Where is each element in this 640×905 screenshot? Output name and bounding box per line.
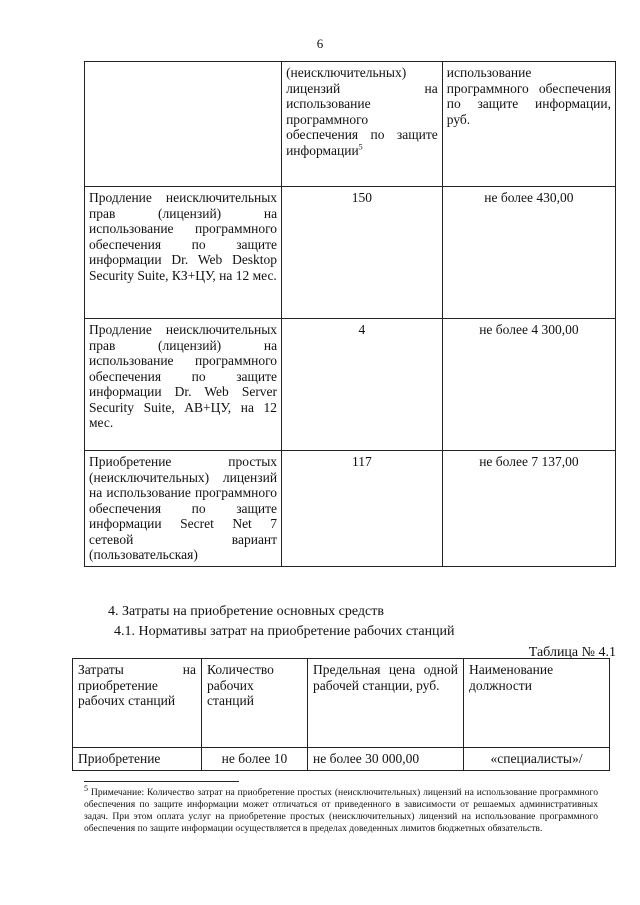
header-costs: Затраты на приобретение рабочих станций xyxy=(73,659,202,748)
row-name: Приобретение простых (неисключительных) лицензий на использование программного обеспечения по защите информации Secret Net 7 сетевой вариант (пользовательская) xyxy=(85,451,282,567)
row-quantity: 4 xyxy=(282,319,443,451)
row-quantity: 150 xyxy=(282,187,443,319)
row-quantity: 117 xyxy=(282,451,443,567)
footnote-separator xyxy=(84,781,239,782)
workstation-costs-table xyxy=(72,658,610,771)
header-quantity-text: (неисключительных) лицензий на использование программного обеспечения по защите информации xyxy=(286,65,438,158)
table-header-row xyxy=(85,62,616,187)
section-4-heading: 4. Затраты на приобретение основных средств xyxy=(108,604,384,619)
row-count: не более 10 xyxy=(202,748,308,771)
row-price: не более 7 137,00 xyxy=(442,451,615,567)
table-row xyxy=(85,451,616,567)
header-cell-quantity xyxy=(282,62,443,187)
row-name: Продление неисключительных прав (лицензий) на использование программного обеспечения по защите информации Dr. Web Desktop Security Suite, КЗ+ЦУ, на 12 мес. xyxy=(85,187,282,319)
table-row xyxy=(73,748,610,771)
footnote-mark: 5 xyxy=(84,783,88,793)
row-price: не более 430,00 xyxy=(442,187,615,319)
table-number: Таблица № 4.1 xyxy=(528,645,616,660)
header-cell-empty xyxy=(85,62,282,187)
table-header-row xyxy=(73,659,610,748)
header-count: Количество рабочих станций xyxy=(202,659,308,748)
row-position: «специалисты»/ xyxy=(464,748,610,771)
header-position: Наименование должности xyxy=(464,659,610,748)
row-name: Продление неисключительных прав (лицензий) на использование программного обеспечения по защите информации Dr. Web Server Security Suite, АВ+ЦУ, на 12 мес. xyxy=(85,319,282,451)
section-4-1-heading: 4.1. Нормативы затрат на приобретение рабочих станций xyxy=(114,624,455,639)
header-max-price: Предельная цена одной рабочей станции, руб. xyxy=(308,659,464,748)
header-cell-price: использование программного обеспечения по защите информации, руб. xyxy=(442,62,615,187)
table-row xyxy=(85,187,616,319)
footnote-ref: 5 xyxy=(358,142,363,151)
row-price: не более 4 300,00 xyxy=(442,319,615,451)
row-max-price: не более 30 000,00 xyxy=(308,748,464,771)
footnote xyxy=(84,783,599,835)
page-number: 6 xyxy=(316,36,324,51)
table-row xyxy=(85,319,616,451)
footnote-text: Примечание: Количество затрат на приобретение простых (неисключительных) лицензий на использование программного обеспечения по защите информации может отличаться от приведенного в зависимости от решаемых административных задач. При этом оплата услуг на приобретение простых (неисключительных) лицензий на использование программного обеспечения по защите информации осуществляется в пределах доведенных лимитов бюджетных обязательств. xyxy=(84,787,599,834)
row-costs: Приобретение xyxy=(73,748,202,771)
license-costs-table xyxy=(84,61,616,567)
